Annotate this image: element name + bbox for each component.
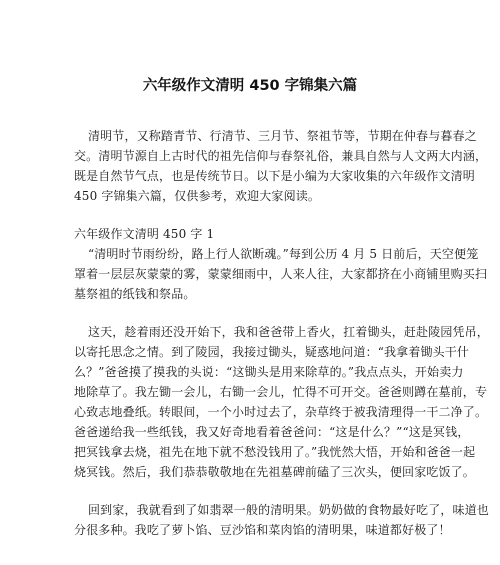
paragraph-line: “清明时节雨纷纷，路上行人欲断魂。”每到公历 4 月 5 日前后，天空便笼 — [88, 247, 479, 261]
paragraph-line: 墓祭祖的纸钱和祭品。 — [74, 287, 196, 301]
paragraph-line: 地除草了。我左锄一会儿，右锄一会儿，忙得不可开交。爸爸则蹲在墓前，专 — [74, 385, 488, 399]
intro-line: 450 字锦集六篇，仅供参考，欢迎大家阅读。 — [74, 189, 321, 203]
paragraph-line: 把冥钱拿去烧，祖先在地下就不愁没钱用了。”我恍然大悟，开始和爸爸一起 — [74, 445, 476, 459]
document-title: 六年级作文清明 450 字锦集六篇 — [142, 78, 358, 94]
intro-line: 交。清明节源自上古时代的祖先信仰与春祭礼俗，兼具自然与人文两大内涵， — [74, 149, 488, 163]
paragraph-line: 这天，趁着雨还没开始下，我和爸爸带上香火，扛着锄头，赶赴陵园凭吊， — [88, 325, 489, 339]
paragraph-line: 回到家，我就看到了如翡翠一般的清明果。奶奶做的食物最好吃了，味道也 — [88, 503, 489, 517]
paragraph-line: 烧冥钱。然后，我们恭恭敬敬地在先祖墓碑前磕了三次头，便回家吃饭了。 — [74, 465, 475, 479]
paragraph-line: 以寄托思念之情。到了陵园，我接过锄头，疑惑地问道：“我拿着锄头干什 — [74, 345, 470, 359]
paragraph-line: 罩着一层层灰蒙蒙的雾，蒙蒙细雨中，人来人往，大家都挤在小商铺里购买扫 — [74, 267, 488, 281]
paragraph-line: 么？”爸爸摸了摸我的头说：“这锄头是用来除草的。”我点点头，开始卖力 — [74, 365, 464, 379]
section-heading: 六年级作文清明 450 字 1 — [74, 227, 215, 241]
paragraph-line: 分很多种。我吃了萝卜馅、豆沙馅和菜肉馅的清明果，味道都好极了！ — [74, 523, 451, 537]
paragraph-line: 爸爸递给我一些纸钱，我又好奇地看着爸爸问：“这是什么？”“这是冥钱， — [74, 425, 470, 439]
paragraph-line: 心致志地叠纸。转眼间，一个小时过去了，杂草终于被我清理得一干二净了。 — [74, 405, 488, 419]
intro-line: 清明节，又称踏青节、行清节、三月节、祭祖节等，节期在仲春与暮春之 — [88, 129, 477, 143]
intro-line: 既是自然节气点，也是传统节日。以下是小编为大家收集的六年级作文清明 — [74, 169, 475, 183]
